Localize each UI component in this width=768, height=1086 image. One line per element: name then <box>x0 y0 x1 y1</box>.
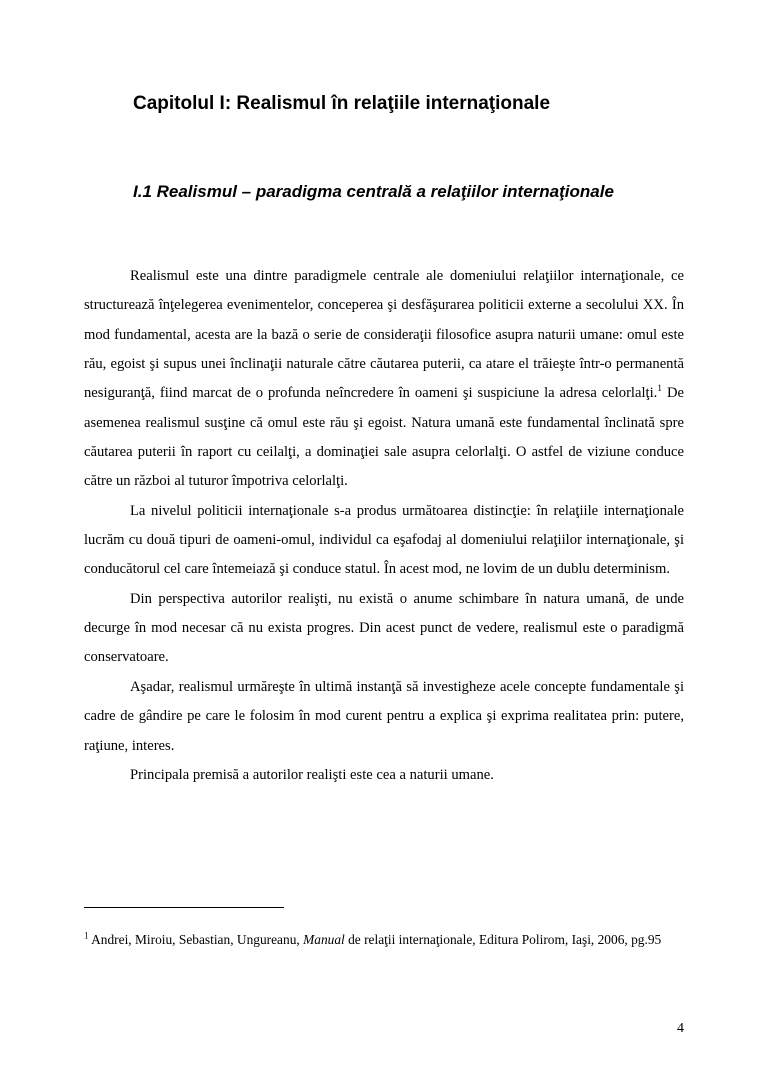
paragraph-text: De asemenea realismul susţine că omul este rău şi egoist. Natura umană este fundamental înclinată spre căutarea puterii în raport cu ceilalţi, a dominaţiei sale asupra celorlalţi. O astfel de viziune conduce către un război al tuturor împotriva celorlalţi. <box>84 385 684 490</box>
footnote-number: 1 <box>84 930 89 941</box>
section-title: I.1 Realismul – paradigma centrală a relaţiilor internaţionale <box>133 182 614 201</box>
footnote-reference: 1 <box>657 384 663 395</box>
chapter-title: Capitolul I: Realismul în relaţiile internaţionale <box>133 93 551 114</box>
paragraph-text: Realismul este una dintre paradigmele centrale ale domeniului relaţiilor internaţionale, ce structurează înţelegerea evenimentelor, conceperea şi desfăşurarea politicii externe a secolului XX. În mod fundamental, acesta are la bază o serie de consideraţii filosofice asupra naturii umane: omul este rău, egoist şi supus unei înclinaţii naturale către căutarea puterii, ca atare el trăieşte într-o permanentă nesiguranţă, fiind marcat de o profunda neîncredere în oameni şi suspiciune la adresa celorlalţi. <box>84 268 684 402</box>
paragraph: Aşadar, realismul urmăreşte în ultimă instanţă să investigheze acele concepte fundamentale şi cadre de gândire pe care le folosim în mod curent pentru a explica şi exprima realitatea prin: putere, raţiune, interes. <box>84 678 684 754</box>
footnote-book-title: Manual <box>303 932 345 947</box>
footnote-separator <box>84 907 284 908</box>
footnote-text: Andrei, Miroiu, Sebastian, Ungureanu, <box>88 932 304 947</box>
paragraph <box>84 262 684 497</box>
paragraph: Din perspectiva autorilor realişti, nu există o anume schimbare în natura umană, de unde decurge în mod necesar că nu exista progres. Din acest punct de vedere, realismul este o paradigmă conservatoare. <box>84 590 684 666</box>
paragraph: La nivelul politicii internaţionale s-a produs următoarea distincţie: în relaţiile internaţionale lucrăm cu două tipuri de oameni-omul, individul ca eşafodaj al domeniului relaţiilor internaţionale, şi conducătorul cel care întemeiază şi conduce statul. În acest mod, ne lovim de un dublu determinism. <box>84 502 684 578</box>
page-number: 4 <box>677 1021 684 1036</box>
body-text <box>84 262 684 790</box>
footnote <box>84 923 684 957</box>
footnote-text: de relaţii internaţionale, Editura Polirom, Iaşi, 2006, pg.95 <box>344 932 662 947</box>
paragraph: Principala premisă a autorilor realişti este cea a naturii umane. <box>130 766 494 783</box>
